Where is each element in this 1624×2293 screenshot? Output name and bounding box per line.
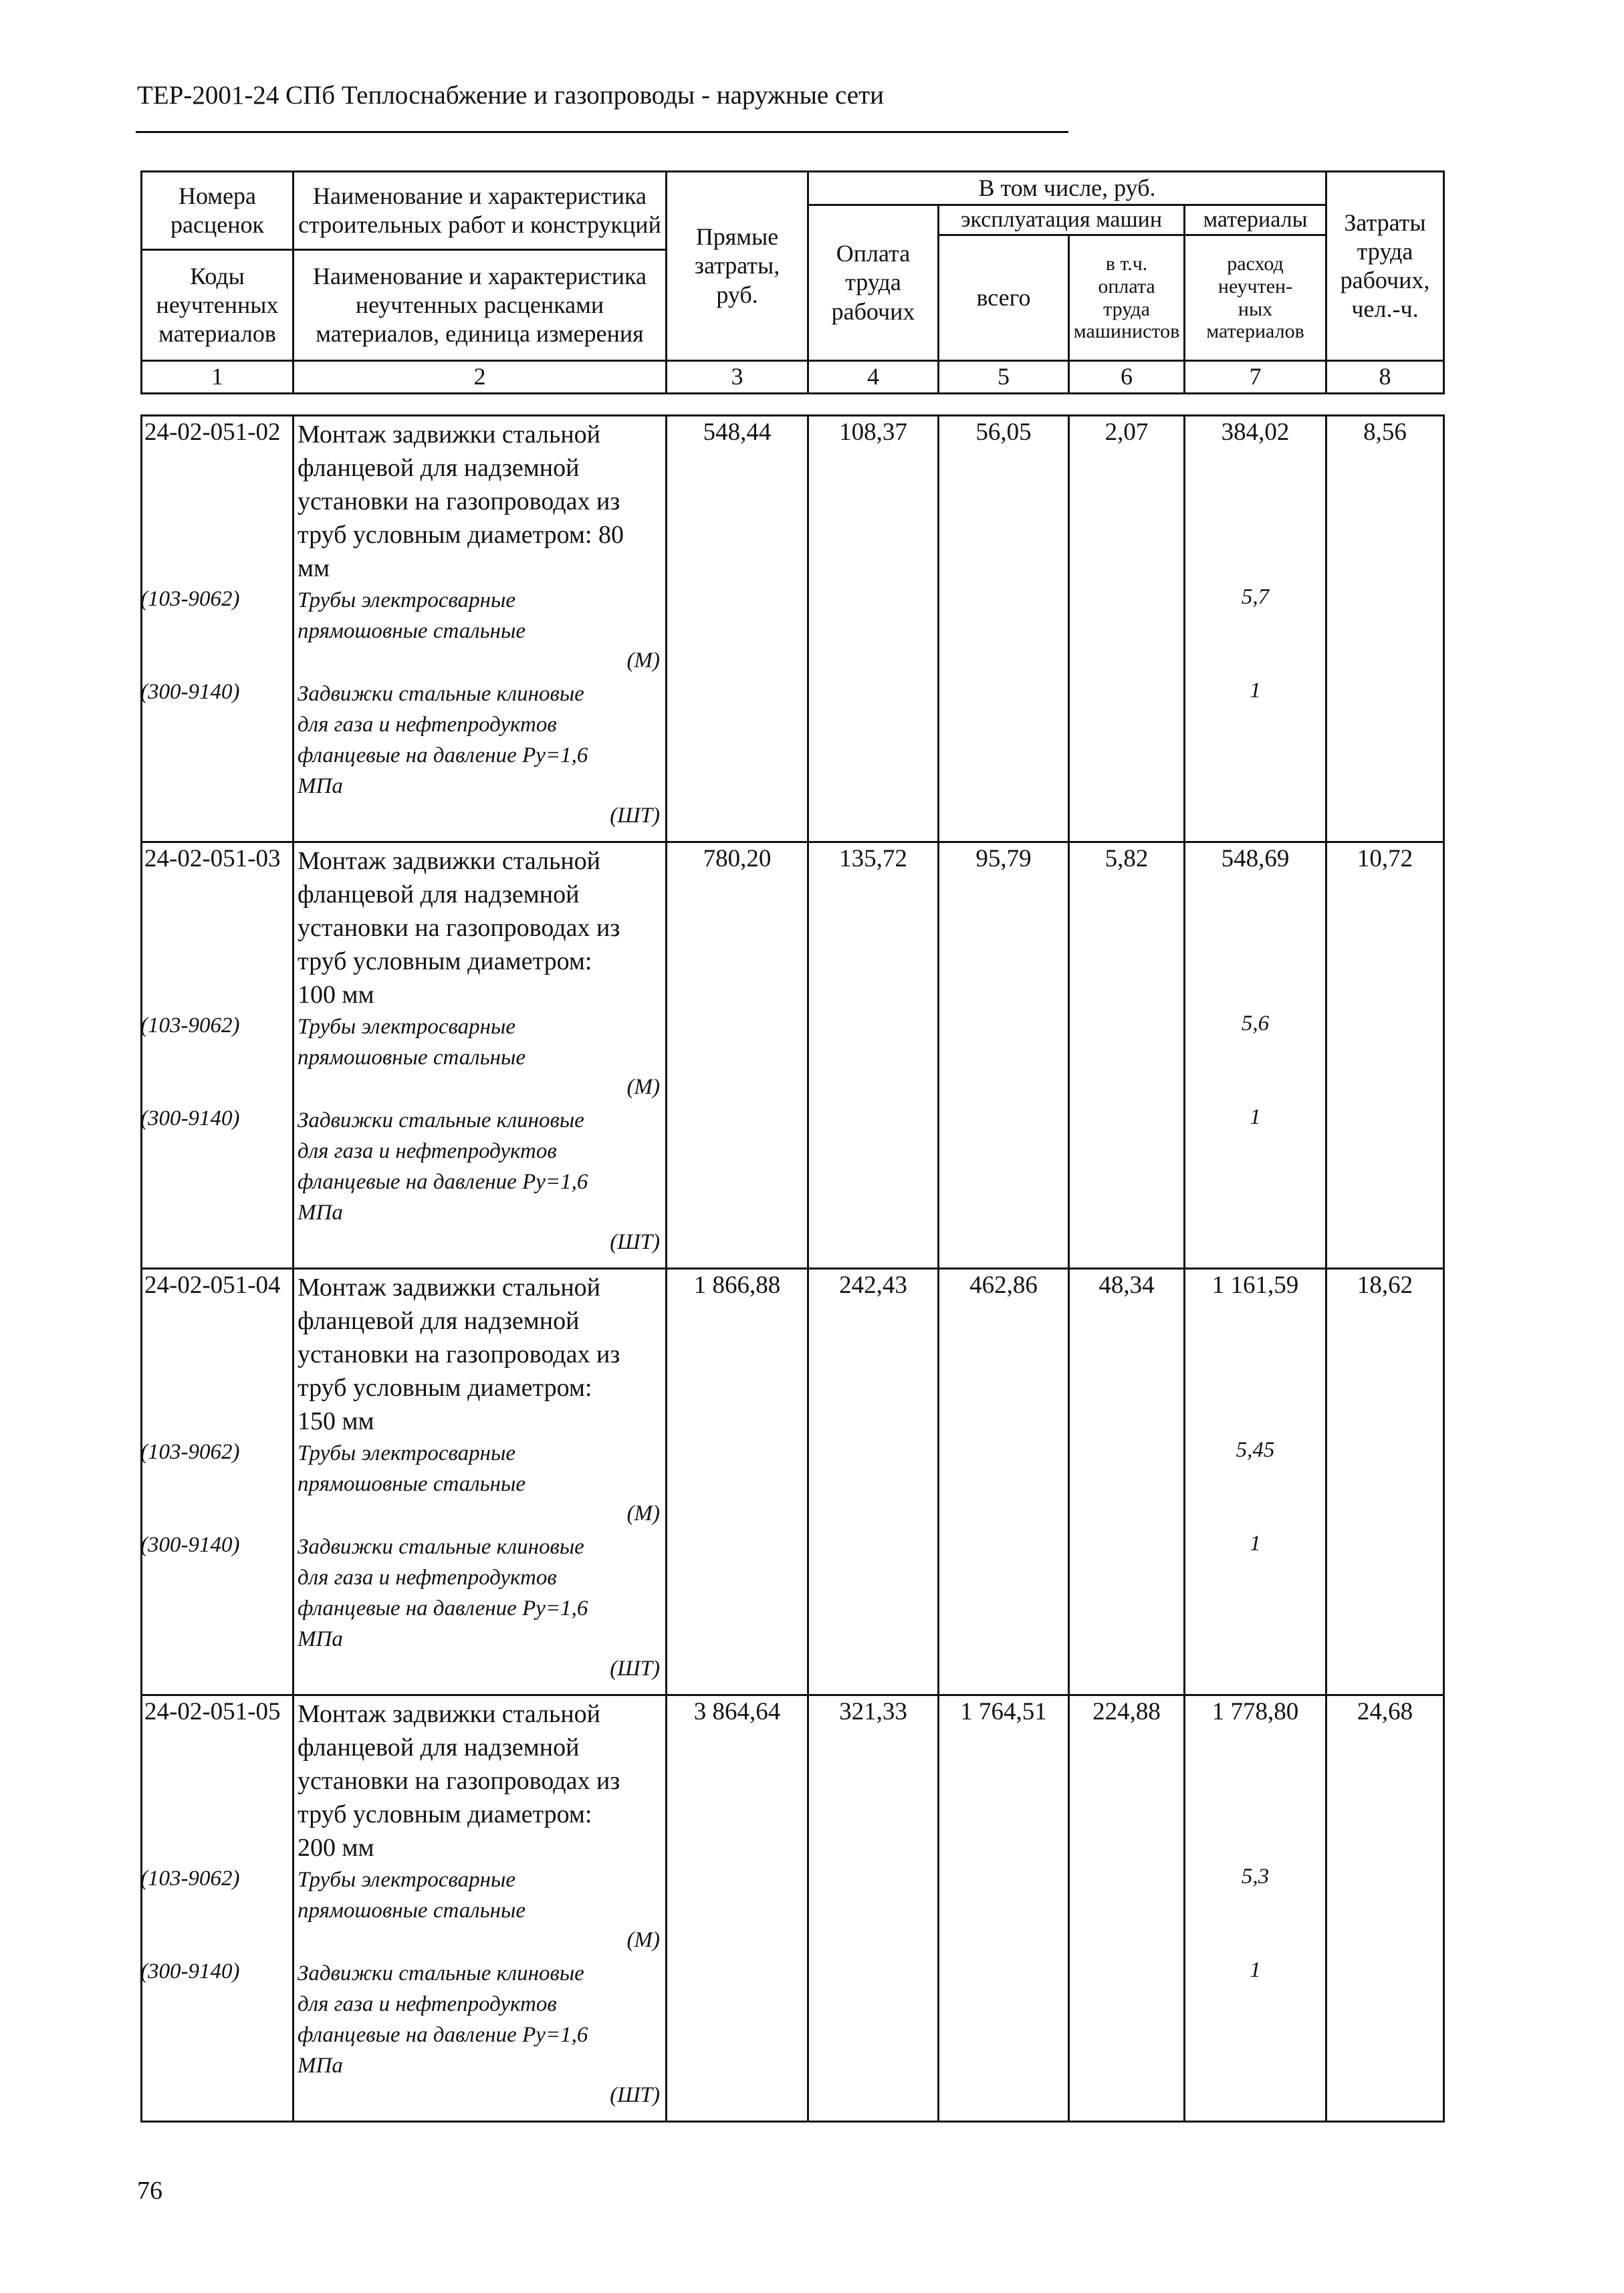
material-code: (103-9062) [140, 1440, 240, 1464]
col6-header [1070, 236, 1183, 360]
machines-header: эксплуатация машин [960, 207, 1163, 232]
col7-line1: расход [1227, 253, 1284, 275]
material-name-line: Трубы электросварные [298, 1441, 515, 1465]
value-hours: 18,62 [1357, 1272, 1413, 1299]
body-top-rule [140, 414, 1445, 416]
material-name-line: МПа [298, 2054, 343, 2078]
material-name-line: МПа [298, 774, 343, 798]
material-code: (103-9062) [140, 587, 240, 611]
material-unit: (ШТ) [610, 2083, 660, 2107]
material-unit: (М) [626, 1075, 660, 1099]
col1-bottom-header [142, 251, 292, 360]
col6-line1: в т.ч. [1105, 253, 1148, 275]
material-name-line: Задвижки стальные клиновые [298, 682, 584, 706]
col5-header: всего [976, 283, 1031, 311]
work-description-line: мм [298, 554, 330, 582]
material-code: (300-9140) [140, 1959, 240, 1983]
value-machinists: 48,34 [1098, 1272, 1155, 1299]
material-name-line: прямошовные стальные [298, 1899, 526, 1923]
rate-code: 24-02-051-04 [144, 1272, 281, 1299]
material-consumption: 5,3 [1241, 1864, 1270, 1889]
value-machines-total: 56,05 [975, 418, 1032, 446]
col4-header [809, 206, 937, 360]
materials-header: материалы [1203, 207, 1308, 232]
material-name-line: Трубы электросварные [298, 1868, 515, 1892]
value-materials: 1 778,80 [1211, 1698, 1299, 1725]
work-description-line: Монтаж задвижки стальной [298, 420, 601, 449]
work-description-line: фланцевой для надземной [298, 1733, 580, 1762]
title-rule [136, 131, 1068, 133]
material-name-line: для газа и нефтепродуктов [298, 1566, 557, 1590]
material-name-line: Задвижки стальные клиновые [298, 1108, 584, 1132]
col8-line1: Затраты [1344, 209, 1426, 236]
value-materials: 384,02 [1221, 418, 1290, 446]
row-separator [140, 841, 1445, 843]
header-bottom-rule [140, 392, 1445, 394]
material-name-line: Задвижки стальные клиновые [298, 1535, 584, 1559]
work-description-line: Монтаж задвижки стальной [298, 1274, 601, 1302]
material-code: (300-9140) [140, 1533, 240, 1557]
value-materials: 548,69 [1221, 845, 1290, 872]
value-labor: 108,37 [839, 418, 907, 446]
value-direct: 780,20 [703, 845, 772, 872]
col-number-1: 1 [211, 363, 223, 390]
document-title: ТЕР-2001-24 СПб Теплоснабжение и газопроводы - наружные сети [137, 81, 884, 110]
material-name-line: для газа и нефтепродуктов [298, 713, 557, 737]
value-machines-total: 1 764,51 [960, 1698, 1047, 1725]
material-consumption: 5,7 [1241, 585, 1270, 609]
col-number-6: 6 [1121, 363, 1133, 390]
material-name-line: фланцевые на давление Ру=1,6 [298, 2023, 588, 2047]
page-number: 76 [137, 2177, 162, 2205]
material-name-line: для газа и нефтепродуктов [298, 1992, 557, 2016]
work-description-line: 100 мм [298, 981, 374, 1009]
col2-top-line2: строительных работ и конструкций [298, 211, 661, 238]
material-code: (103-9062) [140, 1013, 240, 1038]
col1-bottom-line3: материалов [158, 320, 276, 348]
col2-top-line1: Наименование и характеристика [313, 182, 647, 209]
table-header [140, 170, 1445, 394]
work-description-line: установки на газопроводах из [298, 914, 620, 942]
value-machinists: 5,82 [1105, 845, 1149, 872]
material-name-line: Трубы электросварные [298, 1015, 515, 1039]
material-unit: (ШТ) [610, 804, 660, 828]
material-name-line: МПа [298, 1201, 343, 1225]
col7-line3: ных [1238, 297, 1273, 320]
col-number-7: 7 [1249, 363, 1262, 390]
value-direct: 548,44 [703, 418, 772, 446]
work-description-line: 200 мм [298, 1834, 374, 1862]
material-code: (300-9140) [140, 680, 240, 704]
value-hours: 8,56 [1363, 418, 1407, 446]
material-name-line: фланцевые на давление Ру=1,6 [298, 1596, 588, 1620]
work-description-line: труб условным диаметром: 80 [298, 521, 624, 549]
material-consumption: 1 [1250, 679, 1261, 703]
value-labor: 242,43 [839, 1272, 907, 1299]
col-number-5: 5 [998, 363, 1010, 390]
table-body [140, 414, 1445, 2123]
material-name-line: прямошовные стальные [298, 1046, 526, 1070]
body-bottom-rule [140, 2121, 1445, 2123]
col-number-4: 4 [867, 363, 879, 390]
value-direct: 1 866,88 [693, 1272, 781, 1299]
work-description-line: труб условным диаметром: [298, 1374, 592, 1402]
col2-top-header [294, 172, 665, 249]
value-labor: 321,33 [839, 1698, 907, 1725]
value-hours: 10,72 [1357, 845, 1413, 872]
col-number-8: 8 [1379, 363, 1391, 390]
col4-line2: труда [845, 269, 901, 296]
material-unit: (ШТ) [610, 1657, 660, 1681]
col7-header [1185, 236, 1325, 360]
material-consumption: 5,6 [1241, 1011, 1270, 1036]
col2-bottom-line3: материалов, единица измерения [316, 320, 644, 348]
material-consumption: 1 [1250, 1105, 1261, 1129]
group-header: В том числе, руб. [978, 174, 1156, 201]
col-number-2: 2 [473, 363, 486, 390]
material-name-line: для газа и нефтепродуктов [298, 1139, 557, 1163]
material-code: (300-9140) [140, 1106, 240, 1130]
work-description-line: фланцевой для надземной [298, 1307, 580, 1335]
col1-bottom-line1: Коды [190, 262, 245, 289]
value-labor: 135,72 [839, 845, 907, 872]
material-name-line: фланцевые на давление Ру=1,6 [298, 743, 588, 767]
value-materials: 1 161,59 [1211, 1272, 1299, 1299]
col6-line3: труда [1103, 297, 1150, 320]
value-machinists: 224,88 [1092, 1698, 1161, 1725]
col4-line3: рабочих [831, 297, 915, 325]
material-consumption: 1 [1250, 1958, 1261, 1982]
col1-top-line1: Номера [178, 182, 257, 209]
work-description-line: установки на газопроводах из [298, 1767, 620, 1795]
col6-line4: машинистов [1073, 320, 1180, 343]
material-consumption: 1 [1250, 1532, 1261, 1556]
rate-code: 24-02-051-05 [144, 1698, 281, 1725]
value-machines-total: 95,79 [975, 845, 1032, 872]
col1-top-header [142, 172, 292, 249]
col-number-3: 3 [731, 363, 743, 390]
material-name-line: прямошовные стальные [298, 1472, 526, 1496]
material-code: (103-9062) [140, 1866, 240, 1891]
row-separator [140, 1268, 1445, 1270]
material-unit: (М) [626, 1928, 660, 1952]
material-name-line: фланцевые на давление Ру=1,6 [298, 1170, 588, 1194]
rate-code: 24-02-051-02 [144, 418, 281, 446]
material-name-line: прямошовные стальные [298, 619, 526, 643]
col3-line3: руб. [716, 281, 758, 308]
work-description-line: труб условным диаметром: [298, 947, 592, 975]
value-machinists: 2,07 [1105, 418, 1149, 446]
col8-line3: рабочих, [1340, 267, 1430, 293]
work-description-line: установки на газопроводах из [298, 487, 620, 515]
material-unit: (М) [626, 1501, 660, 1526]
material-consumption: 5,45 [1236, 1438, 1275, 1462]
work-description-line: труб условным диаметром: [298, 1800, 592, 1828]
work-description-line: фланцевой для надземной [298, 454, 580, 482]
work-description-line: фланцевой для надземной [298, 880, 580, 909]
col8-line4: чел.-ч. [1351, 295, 1419, 323]
value-machines-total: 462,86 [969, 1272, 1038, 1299]
col2-bottom-header [294, 251, 665, 360]
material-name-line: МПа [298, 1627, 343, 1651]
col7-line2: неучтен- [1217, 275, 1293, 297]
work-description-line: Монтаж задвижки стальной [298, 847, 601, 875]
material-unit: (ШТ) [610, 1230, 660, 1254]
work-description-line: 150 мм [298, 1407, 374, 1435]
value-direct: 3 864,64 [693, 1698, 781, 1725]
rate-code: 24-02-051-03 [144, 845, 281, 872]
material-name-line: Задвижки стальные клиновые [298, 1961, 584, 1985]
col2-bottom-line2: неучтенных расценками [355, 291, 604, 318]
col1-top-line2: расценок [170, 211, 264, 238]
col4-line1: Оплата [836, 240, 911, 267]
row-separator [140, 1694, 1445, 1696]
col1-bottom-line2: неучтенных [156, 291, 279, 318]
work-description-line: Монтаж задвижки стальной [298, 1700, 601, 1728]
material-unit: (М) [626, 648, 660, 673]
col3-line2: затраты, [694, 252, 780, 279]
col7-line4: материалов [1206, 320, 1304, 343]
col6-line2: оплата [1098, 275, 1155, 297]
material-name-line: Трубы электросварные [298, 588, 515, 612]
value-hours: 24,68 [1357, 1698, 1413, 1725]
col2-bottom-line1: Наименование и характеристика [313, 262, 647, 289]
work-description-line: установки на газопроводах из [298, 1340, 620, 1368]
col8-line2: труда [1357, 237, 1413, 265]
col8-header [1327, 172, 1443, 360]
col3-header [667, 172, 807, 360]
col3-line1: Прямые [695, 223, 779, 251]
